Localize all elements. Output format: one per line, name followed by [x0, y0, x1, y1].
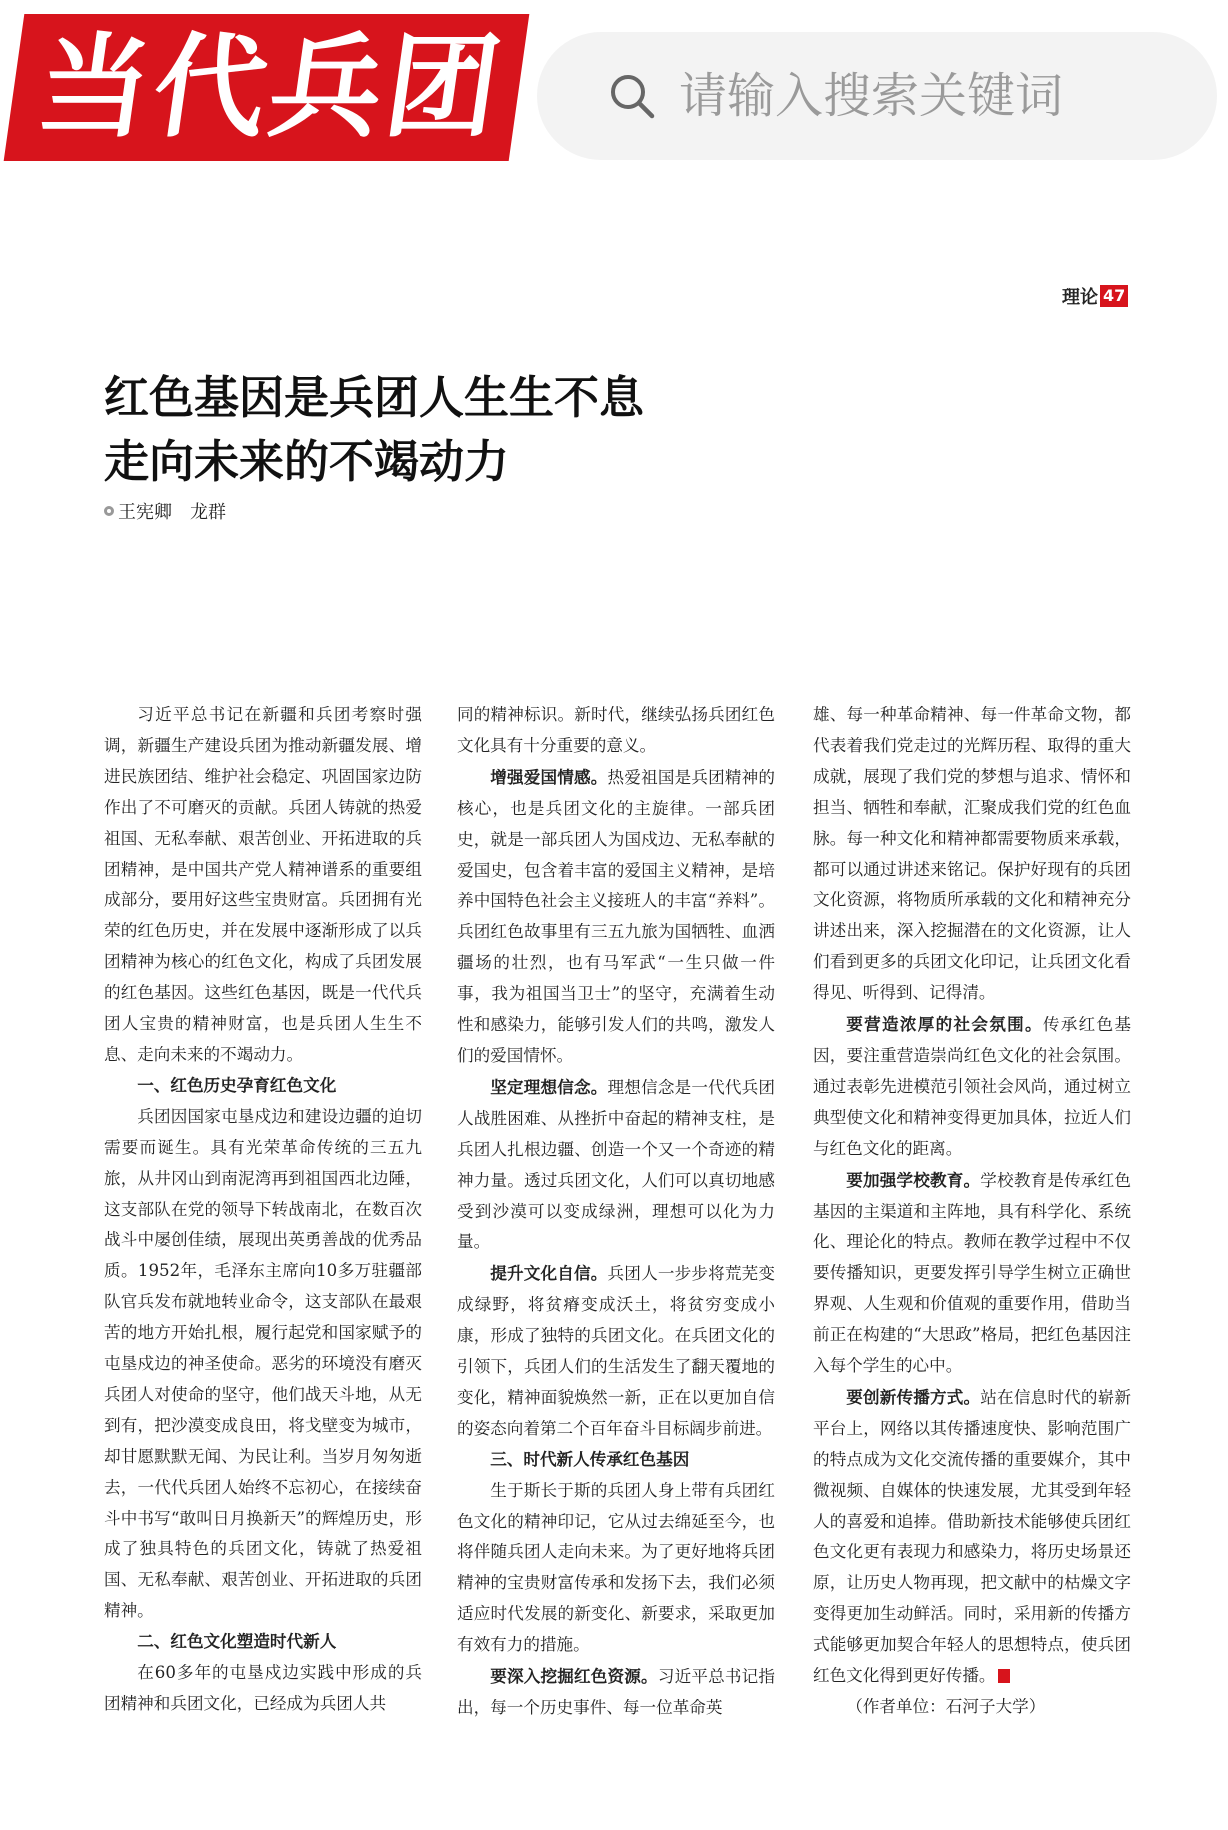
column-3	[813, 700, 1131, 1805]
paragraph	[457, 1661, 775, 1724]
paragraph	[813, 1165, 1131, 1382]
column-1	[104, 700, 422, 1805]
section-heading: 一、红色历史孕育红色文化	[137, 1075, 337, 1095]
paragraph-text: 传承红色基因，要注重营造崇尚红色文化的社会氛围。通过表彰先进模范引领社会风尚，通过树立典型使文化和精神变得更加具体，拉近人们与红色文化的距离。	[813, 1015, 1131, 1158]
site-header	[0, 0, 1228, 180]
title-line-2: 走向未来的不竭动力	[104, 435, 510, 488]
paragraph: 习近平总书记在新疆和兵团考察时强调，新疆生产建设兵团为推动新疆发展、增进民族团结、维护社会稳定、巩固国家边防作出了不可磨灭的贡献。兵团人铸就的热爱祖国、无私奉献、艰苦创业、开拓进取的兵团精神，是中国共产党人精神谱系的重要组成部分，要用好这些宝贵财富。兵团拥有光荣的红色历史，并在发展中逐渐形成了以兵团精神为核心的红色文化，构成了兵团发展的红色基因。这些红色基因，既是一代代兵团人宝贵的精神财富，也是兵团人生生不息、走向未来的不竭动力。	[104, 705, 422, 1064]
paragraph-text: 习近平总书记指出，每一个历史事件、每一位革命英	[457, 1667, 775, 1717]
section-label: 理论	[1062, 287, 1098, 308]
paragraph: 同的精神标识。新时代，继续弘扬兵团红色文化具有十分重要的意义。	[457, 705, 775, 755]
paragraph-text: 兵团人一步步将荒芜变成绿野，将贫瘠变成沃土，将贫穷变成小康，形成了独特的兵团文化。在兵团文化的引领下，兵团人们的生活发生了翻天覆地的变化，精神面貌焕然一新，正在以更加自信的姿态向着第二个百年奋斗目标阔步前进。	[457, 1264, 775, 1438]
search-bar[interactable]	[537, 32, 1217, 160]
search-input[interactable]	[677, 67, 1181, 125]
paragraph: 生于斯长于斯的兵团人身上带有兵团红色文化的精神印记，它从过去绵延至今，也将伴随兵团人走向未来。为了更好地将兵团精神的宝贵财富传承和发扬下去，我们必须适应时代发展的新变化、新要求，采取更加有效有力的措施。	[457, 1480, 775, 1655]
paragraph-text: 热爱祖国是兵团精神的核心，也是兵团文化的主旋律。一部兵团史，就是一部兵团人为国戍边、无私奉献的爱国史，包含着丰富的爱国主义精神，是培养中国特色社会主义接班人的丰富“养料”。兵团红色故事里有三五九旅为国牺牲、血洒疆场的壮烈，也有马军武“一生只做一件事，我为祖国当卫士”的坚守，充满着生动性和感染力，能够引发人们的共鸣，激发人们的爱国情怀。	[457, 767, 775, 1065]
author-name: 王宪卿	[118, 502, 172, 523]
author-affiliation: （作者单位：石河子大学）	[846, 1697, 1046, 1716]
paragraph	[813, 1009, 1131, 1165]
paragraph-lead: 要营造浓厚的社会氛围。	[846, 1014, 1043, 1035]
article-end-icon	[998, 1669, 1010, 1683]
paragraph	[813, 1382, 1131, 1692]
page-number: 47	[1100, 285, 1128, 307]
site-logo[interactable]: 当代兵团	[4, 14, 530, 161]
article-title	[104, 366, 904, 494]
paragraph: 在60多年的屯垦戍边实践中形成的兵团精神和兵团文化，已经成为兵团人共	[104, 1663, 422, 1713]
paragraph	[457, 1258, 775, 1444]
paragraph-lead: 增强爱国情感。	[490, 766, 608, 787]
section-heading: 二、红色文化塑造时代新人	[137, 1632, 337, 1652]
paragraph-lead: 要创新传播方式。	[846, 1386, 981, 1407]
paragraph-lead: 要深入挖掘红色资源。	[490, 1666, 658, 1687]
paragraph-lead: 提升文化自信。	[490, 1263, 608, 1284]
title-line-1: 红色基因是兵团人生生不息	[104, 371, 645, 424]
page-section-tag	[1062, 283, 1128, 309]
paragraph: 雄、每一种革命精神、每一件革命文物，都代表着我们党走过的光辉历程、取得的重大成就，展现了我们党的梦想与追求、情怀和担当、牺牲和奉献，汇聚成我们党的红色血脉。每一种文化和精神都需要物质来承载，都可以通过讲述来铭记。保护好现有的兵团文化资源，将物质所承载的文化和精神充分讲述出来，深入挖掘潜在的文化资源，让人们看到更多的兵团文化印记，让兵团文化看得见、听得到、记得清。	[813, 705, 1131, 1003]
section-heading: 三、时代新人传承红色基因	[490, 1449, 690, 1469]
paragraph-lead: 坚定理想信念。	[490, 1076, 608, 1097]
paragraph: 兵团因国家屯垦戍边和建设边疆的迫切需要而诞生。具有光荣革命传统的三五九旅，从井冈山到南泥湾再到祖国西北边陲，这支部队在党的领导下转战南北，在数百次战斗中屡创佳绩，展现出英勇善战的优秀品质。1952年，毛泽东主席向10多万驻疆部队官兵发布就地转业命令，这支部队在最艰苦的地方开始扎根，履行起党和国家赋予的屯垦戍边的神圣使命。恶劣的环境没有磨灭兵团人对使命的坚守，他们战天斗地，从无到有，把沙漠变成良田，将戈壁变为城市，却甘愿默默无闻、为民让利。当岁月匆匆逝去，一代代兵团人始终不忘初心，在接续奋斗中书写“敢叫日月换新天”的辉煌历史，形成了独具特色的兵团文化，铸就了热爱祖国、无私奉献、艰苦创业、开拓进取的兵团精神。	[104, 1106, 422, 1621]
bullet-circle-icon	[104, 506, 114, 516]
article-body	[0, 700, 1228, 1810]
paragraph-lead: 要加强学校教育。	[846, 1169, 981, 1190]
paragraph-text: 理想信念是一代代兵团人战胜困难、从挫折中奋起的精神支柱，是兵团人扎根边疆、创造一个又一个奇迹的精神力量。透过兵团文化，人们可以真切地感受到沙漠可以变成绿洲，理想可以化为力量。	[457, 1077, 775, 1252]
paragraph-text: 站在信息时代的崭新平台上，网络以其传播速度快、影响范围广的特点成为文化交流传播的重要媒介，其中微视频、自媒体的快速发展，尤其受到年轻人的喜爱和追捧。借助新技术能够使兵团红色文化更有表现力和感染力，将历史场景还原，让历史人物再现，把文献中的枯燥文字变得更加生动鲜活。同时，采用新的传播方式能够更加契合年轻人的思想特点，使兵团红色文化得到更好传播。	[813, 1387, 1131, 1686]
paragraph	[457, 1072, 775, 1258]
column-2	[457, 700, 775, 1805]
byline	[104, 498, 226, 524]
paragraph	[457, 762, 775, 1072]
author-name: 龙群	[190, 502, 226, 523]
paragraph-text: 学校教育是传承红色基因的主渠道和主阵地，具有科学化、系统化、理论化的特点。教师在教学过程中不仅要传播知识，更要发挥引导学生树立正确世界观、人生观和价值观的重要作用，借助当前正在构建的“大思政”格局，把红色基因注入每个学生的心中。	[813, 1170, 1131, 1376]
search-icon	[609, 73, 655, 119]
